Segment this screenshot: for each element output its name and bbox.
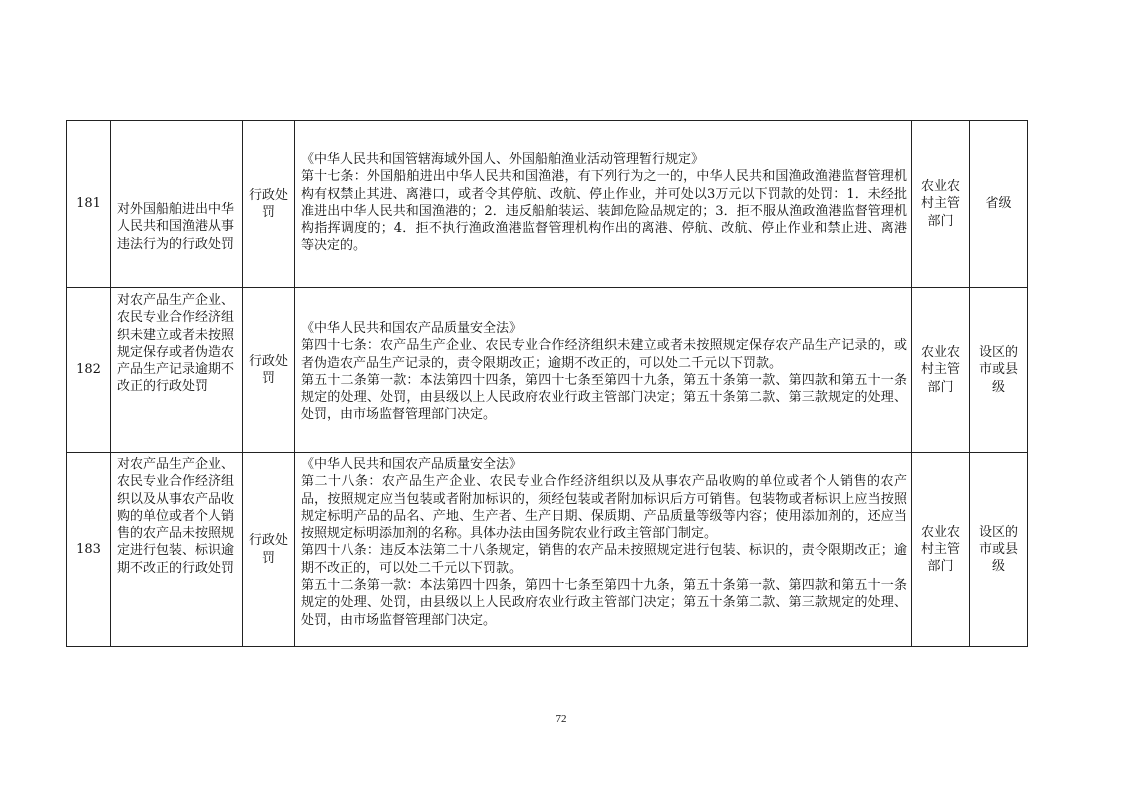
item-type: 行政处罚 (243, 121, 295, 288)
basis-law-title: 《中华人民共和国农产品质量安全法》 (301, 321, 523, 336)
basis-article: 第五十二条第一款：本法第四十四条，第四十七条至第四十九条，第五十条第一款、第四款和第五十一条规定的处理、处罚，由县级以上人民政府农业行政主管部门决定；第五十条第二款、第三款规定的处理、处罚，由市场监督管理部门决定。 (301, 372, 907, 423)
penalty-items-table (66, 120, 1028, 647)
basis-article: 第十七条：外国船舶进出中华人民共和国渔港，有下列行为之一的，中华人民共和国渔政渔港监督管理机构有权禁止其进、离港口，或者令其停航、改航、停止作业，并可处以3万元以下罚款的处罚：1．未经批准进出中华人民共和国渔港的；2．违反船舶装运、装卸危险品规定的；3．拒不服从渔政渔港监督管理机构指挥调度的；4．拒不执行渔政渔港监督管理机构作出的离港、停航、改航、停止作业和禁止进、离港等决定的。 (301, 169, 907, 254)
table-row (67, 288, 1028, 453)
legal-basis (295, 121, 912, 288)
item-name: 对农产品生产企业、农民专业合作经济组织以及从事农产品收购的单位或者个人销售的农产品未按照规定进行包装、标识逾期不改正的行政处罚 (111, 453, 243, 647)
jurisdiction-level: 省级 (970, 121, 1028, 288)
basis-article: 第五十二条第一款：本法第四十四条，第四十七条至第四十九条，第五十条第一款、第四款和第五十一条规定的处理、处罚，由县级以上人民政府农业行政主管部门决定；第五十条第二款、第三款规定的处理、处罚，由市场监督管理部门决定。 (301, 578, 907, 628)
legal-basis (295, 288, 912, 453)
legal-basis (295, 453, 912, 647)
item-type: 行政处罚 (243, 453, 295, 647)
basis-law-title: 《中华人民共和国农产品质量安全法》 (301, 457, 523, 472)
jurisdiction-level: 设区的市或县级 (970, 288, 1028, 453)
responsible-department: 农业农村主管部门 (912, 288, 970, 453)
jurisdiction-level: 设区的市或县级 (970, 453, 1028, 647)
item-number: 182 (67, 288, 111, 453)
basis-article: 第二十八条：农产品生产企业、农民专业合作经济组织以及从事农产品收购的单位或者个人销售的农产品，按照规定应当包装或者附加标识的，须经包装或者附加标识后方可销售。包装物或者标识上应当按照规定标明产品的品名、产地、生产者、生产日期、保质期、产品质量等级等内容；使用添加剂的，还应当按照规定标明添加剂的名称。具体办法由国务院农业行政主管部门制定。 (301, 474, 907, 542)
table-row (67, 453, 1028, 647)
page-number: 72 (555, 713, 567, 725)
basis-law-title: 《中华人民共和国管辖海域外国人、外国船舶渔业活动管理暂行规定》 (301, 152, 705, 167)
item-type: 行政处罚 (243, 288, 295, 453)
item-name: 对农产品生产企业、农民专业合作经济组织未建立或者未按照规定保存或者伪造农产品生产记录逾期不改正的行政处罚 (111, 288, 243, 453)
item-name: 对外国船舶进出中华人民共和国渔港从事违法行为的行政处罚 (111, 121, 243, 288)
basis-article: 第四十八条：违反本法第二十八条规定，销售的农产品未按照规定进行包装、标识的，责令限期改正；逾期不改正的，可以处二千元以下罚款。 (301, 543, 907, 576)
item-number: 181 (67, 121, 111, 288)
responsible-department: 农业农村主管部门 (912, 121, 970, 288)
item-number: 183 (67, 453, 111, 647)
responsible-department: 农业农村主管部门 (912, 453, 970, 647)
table-row (67, 121, 1028, 288)
basis-article: 第四十七条：农产品生产企业、农民专业合作经济组织未建立或者未按照规定保存农产品生产记录的，或者伪造农产品生产记录的，责令限期改正；逾期不改正的，可以处二千元以下罚款。 (301, 338, 907, 371)
